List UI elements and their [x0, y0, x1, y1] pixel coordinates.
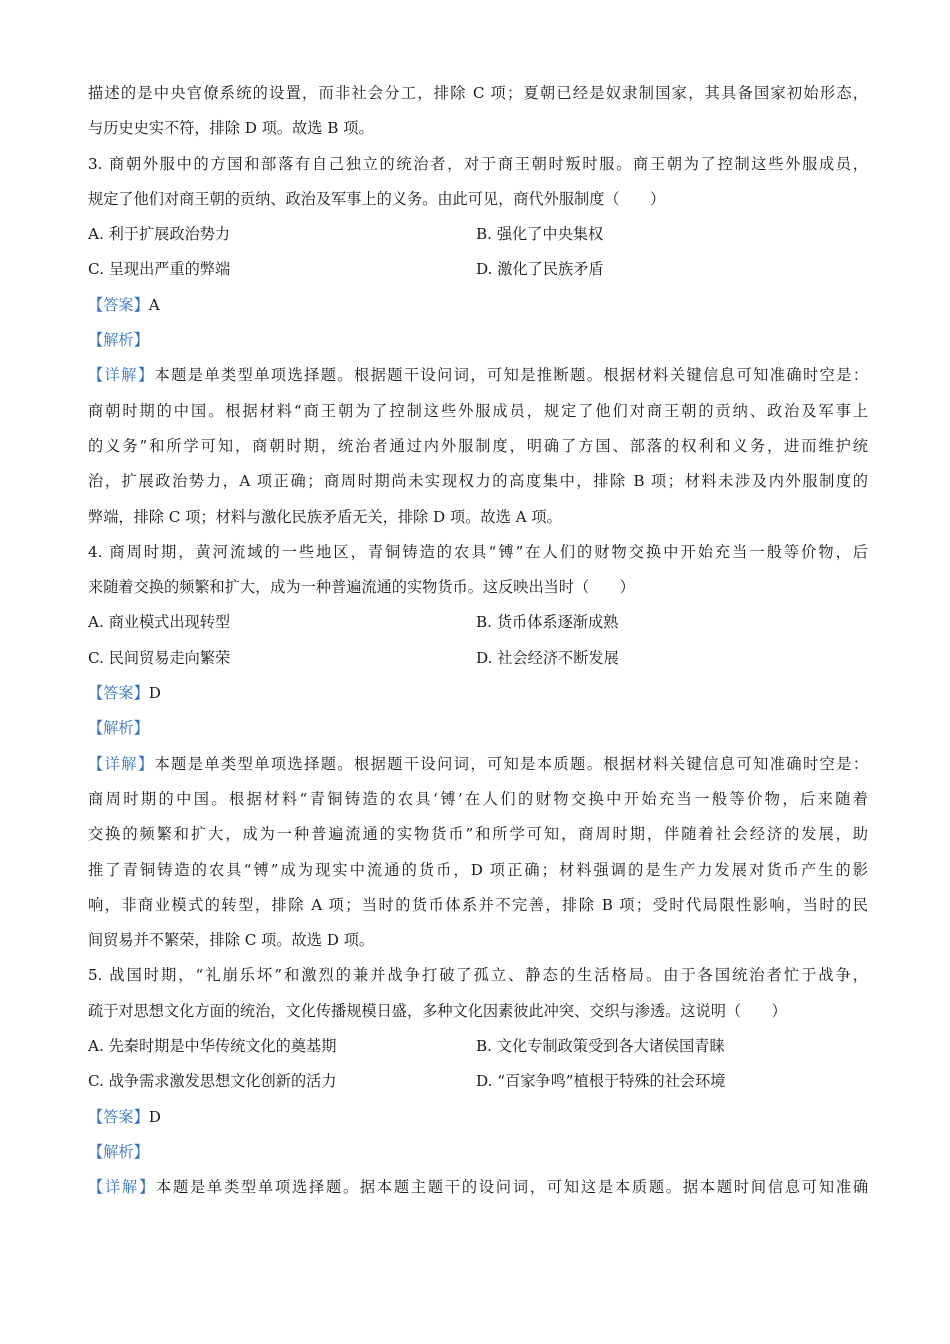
- detail-tag: 【详解】: [88, 754, 155, 773]
- question-stem-line: 4. 商周时期，黄河流域的一些地区，青铜铸造的农具“镈”在人们的财物交换中开始充当一般等价物，后: [88, 542, 868, 561]
- question-stem-line: 规定了他们对商王朝的贡纳、政治及军事上的义务。由此可见，商代外服制度（ ）: [88, 189, 666, 208]
- intro-text: [88, 76, 868, 147]
- detail-line: 间贸易并不繁荣，排除 C 项。故选 D 项。: [88, 931, 375, 950]
- question-5: [88, 958, 868, 1205]
- answer-tag: 【答案】: [88, 684, 149, 703]
- question-stem-line: 来随着交换的频繁和扩大，成为一种普遍流通的实物货币。这反映出当时（ ）: [88, 578, 635, 597]
- detail-line: 的义务”和所学可知，商朝时期，统治者通过内外服制度，明确了方国、部落的权利和义务，进而维护统: [88, 436, 868, 455]
- detail-line: 推了青铜铸造的农具“镈”成为现实中流通的货币，D 项正确；材料强调的是生产力发展对货币产生的影: [88, 860, 868, 879]
- detail-tag: 【详解】: [88, 1178, 156, 1197]
- text-line: 描述的是中央官僚系统的设置，而非社会分工，排除 C 项；夏朝已经是奴隶制国家，其具备国家初始形态，: [88, 84, 868, 102]
- option-c: C. 民间贸易走向繁荣: [88, 648, 231, 667]
- option-b: B. 文化专制政策受到各大诸侯国青睐: [476, 1037, 725, 1056]
- detail-text: 本题是单类型单项选择题。根据题干设问词，可知是本质题。根据材料关键信息可知准确时空是：: [154, 754, 868, 773]
- option-d: D. 社会经济不断发展: [476, 648, 619, 667]
- answer-value: D: [148, 684, 161, 703]
- option-a: A. 先秦时期是中华传统文化的奠基期: [88, 1037, 337, 1056]
- detail-line: 商周时期的中国。根据材料“青铜铸造的农具‘镈’在人们的财物交换中开始充当一般等价物，后来随着: [88, 789, 868, 808]
- option-d: D. “百家争鸣”植根于特殊的社会环境: [476, 1072, 726, 1091]
- detail-line: 弊端，排除 C 项；材料与激化民族矛盾无关，排除 D 项。故选 A 项。: [88, 507, 562, 526]
- analysis-tag: 【解析】: [88, 331, 149, 350]
- detail-line: 商朝时期的中国。根据材料“商王朝为了控制这些外服成员，规定了他们对商王朝的贡纳、政治及军事上: [88, 401, 868, 420]
- answer-line: [88, 1100, 868, 1135]
- analysis-line: [88, 1135, 868, 1170]
- answer-value: A: [148, 295, 160, 314]
- question-stem-line: 5. 战国时期，“礼崩乐坏”和激烈的兼并战争打破了孤立、静态的生活格局。由于各国统治者忙于战争，: [88, 966, 868, 985]
- detail-line: 响，非商业模式的转型，排除 A 项；当时的货币体系并不完善，排除 B 项；受时代局限性影响，当时的民: [88, 895, 868, 914]
- detail-line: [88, 747, 868, 782]
- options-row: [88, 1029, 868, 1064]
- detail-line: 交换的频繁和扩大，成为一种普遍流通的实物货币”和所学可知，商周时期，伴随着社会经济的发展，助: [88, 825, 868, 844]
- detail-text: 本题是单类型单项选择题。据本题主题干的设问词，可知这是本质题。据本题时间信息可知准确: [155, 1178, 868, 1197]
- question-3: [88, 147, 868, 535]
- option-a: A. 利于扩展政治势力: [88, 225, 231, 244]
- answer-tag: 【答案】: [88, 1107, 149, 1126]
- option-b: B. 强化了中央集权: [476, 225, 604, 244]
- detail-line: [88, 358, 868, 393]
- analysis-line: [88, 323, 868, 358]
- detail-line: 治，扩展政治势力，A 项正确；商周时期尚未实现权力的高度集中，排除 B 项；材料未涉及内外服制度的: [88, 472, 868, 491]
- answer-tag: 【答案】: [88, 295, 149, 314]
- detail-tag: 【详解】: [88, 366, 155, 385]
- analysis-line: [88, 711, 868, 746]
- options-row: [88, 641, 868, 676]
- answer-line: [88, 676, 868, 711]
- options-row: [88, 605, 868, 640]
- option-c: C. 呈现出严重的弊端: [88, 260, 231, 279]
- option-a: A. 商业模式出现转型: [88, 613, 231, 632]
- option-d: D. 激化了民族矛盾: [476, 260, 604, 279]
- answer-value: D: [148, 1107, 161, 1126]
- options-row: [88, 252, 868, 287]
- document-page: [88, 76, 868, 1206]
- analysis-tag: 【解析】: [88, 719, 149, 738]
- analysis-tag: 【解析】: [88, 1142, 149, 1161]
- question-stem-line: 3. 商朝外服中的方国和部落有自己独立的统治者，对于商王朝时叛时服。商王朝为了控制这些外服成员，: [88, 154, 868, 173]
- detail-text: 本题是单类型单项选择题。根据题干设问词，可知是推断题。根据材料关键信息可知准确时空是：: [154, 366, 868, 385]
- answer-line: [88, 288, 868, 323]
- question-4: [88, 535, 868, 959]
- option-c: C. 战争需求激发思想文化创新的活力: [88, 1072, 337, 1091]
- detail-line: [88, 1170, 868, 1205]
- option-b: B. 货币体系逐渐成熟: [476, 613, 619, 632]
- question-stem-line: 疏于对思想文化方面的统治，文化传播规模日盛，多种文化因素彼此冲突、交织与渗透。这说明（ ）: [88, 1001, 787, 1020]
- options-row: [88, 217, 868, 252]
- text-line: 与历史史实不符，排除 D 项。故选 B 项。: [88, 119, 374, 138]
- options-row: [88, 1064, 868, 1099]
